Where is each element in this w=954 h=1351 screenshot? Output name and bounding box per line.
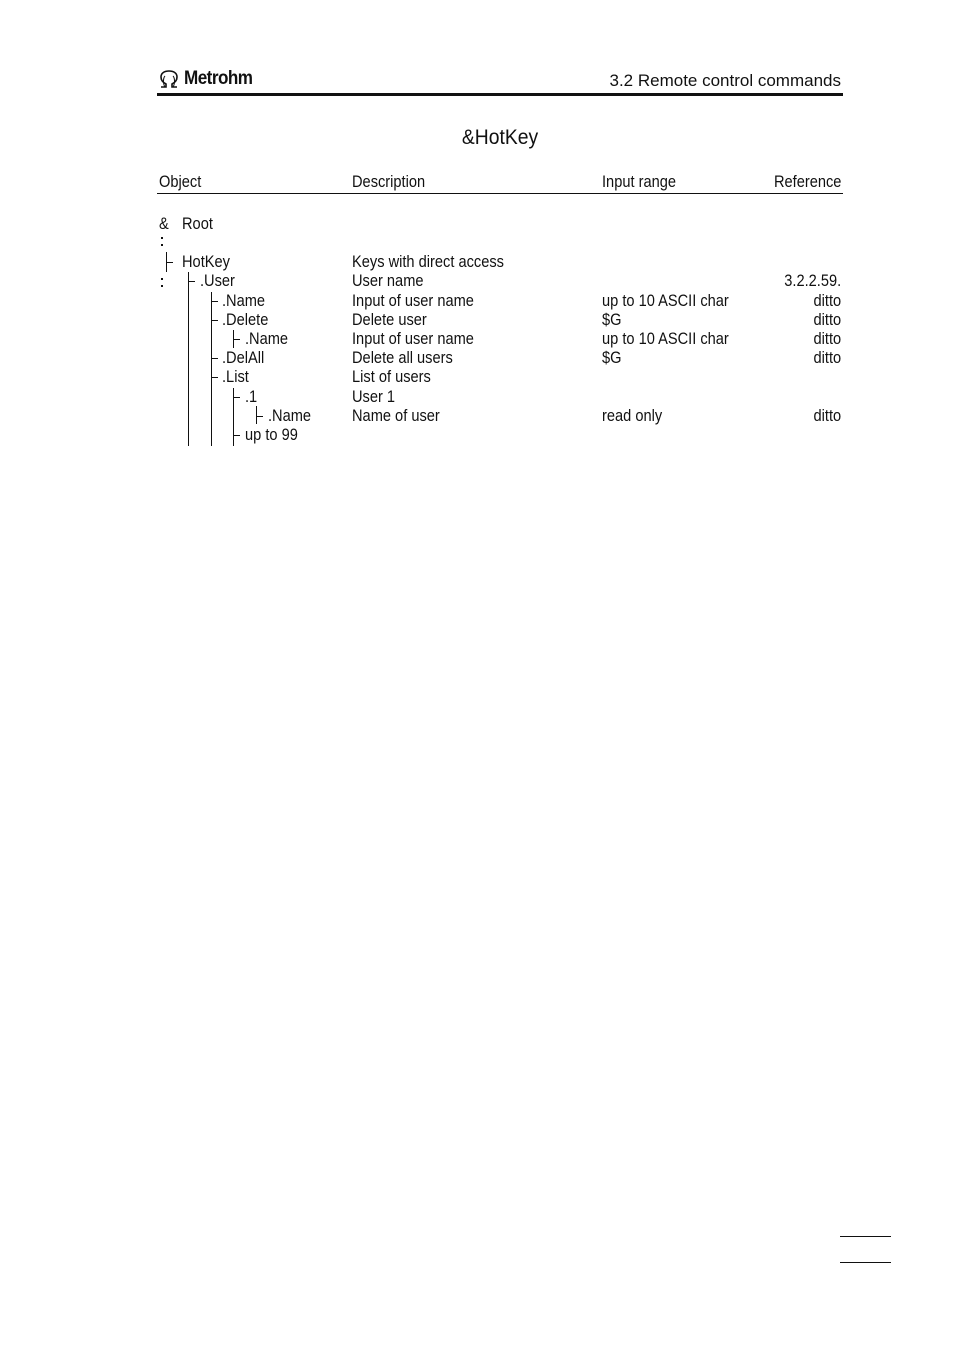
header-rule <box>157 93 843 96</box>
reference-user: 3.2.2.59. <box>784 271 841 290</box>
reference-user-name: ditto <box>813 291 841 310</box>
description-hotkey: Keys with direct access <box>352 252 504 271</box>
footer-rule-top <box>840 1236 891 1237</box>
object-list-1-name: .Name <box>268 406 312 425</box>
object-user-name: .Name <box>222 291 266 310</box>
object-list-1: .1 <box>245 387 258 406</box>
reference-delall: ditto <box>813 348 841 367</box>
root-label: Root <box>182 214 213 233</box>
column-header-object: Object <box>159 172 202 191</box>
object-delete: .Delete <box>222 310 269 329</box>
object-list: .List <box>222 367 249 386</box>
description-delete: Delete user <box>352 310 427 329</box>
range-user-name: up to 10 ASCII char <box>602 291 729 310</box>
object-hotkey: HotKey <box>182 252 230 271</box>
column-header-rule <box>157 193 843 194</box>
brand-name: Metrohm <box>184 68 253 89</box>
description-user-name: Input of user name <box>352 291 474 310</box>
range-list-1-name: read only <box>602 406 663 425</box>
range-delall: $G <box>602 348 622 367</box>
description-list: List of users <box>352 367 431 386</box>
description-list-1: User 1 <box>352 387 396 406</box>
object-delete-name: .Name <box>245 329 289 348</box>
metrohm-logo <box>158 67 260 91</box>
reference-delete-name: ditto <box>813 329 841 348</box>
omega-icon <box>158 69 180 89</box>
description-list-1-name: Name of user <box>352 406 440 425</box>
column-header-reference: Reference <box>773 172 841 191</box>
object-delall: .DelAll <box>222 348 265 367</box>
reference-delete: ditto <box>813 310 841 329</box>
object-user: .User <box>200 271 235 290</box>
column-header-input-range: Input range <box>602 172 676 191</box>
range-delete: $G <box>602 310 622 329</box>
page-title: &HotKey <box>461 126 539 149</box>
section-title: 3.2 Remote control commands <box>609 71 841 90</box>
description-delall: Delete all users <box>352 348 453 367</box>
root-symbol: & <box>159 214 169 233</box>
description-delete-name: Input of user name <box>352 329 474 348</box>
object-up-to-99: up to 99 <box>245 425 298 444</box>
description-user: User name <box>352 271 424 290</box>
column-header-description: Description <box>352 172 426 191</box>
range-delete-name: up to 10 ASCII char <box>602 329 729 348</box>
footer-rule-bottom <box>840 1262 891 1263</box>
reference-list-1-name: ditto <box>813 406 841 425</box>
